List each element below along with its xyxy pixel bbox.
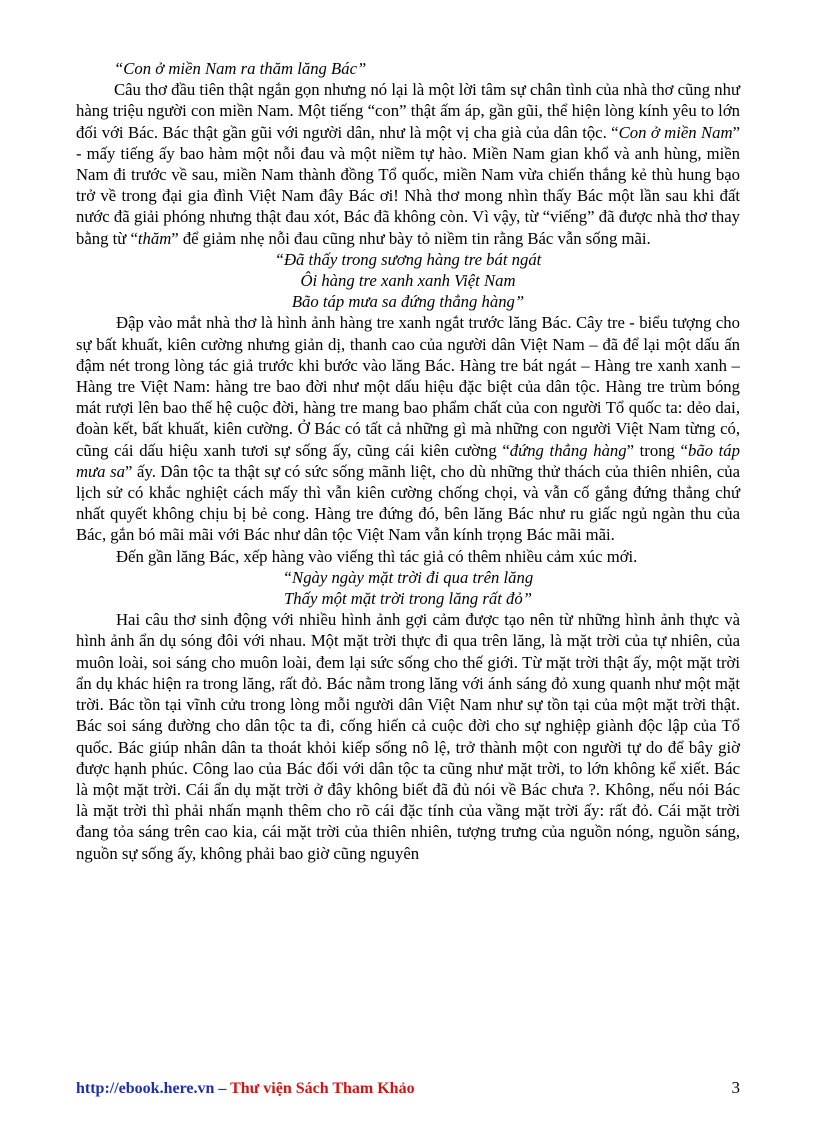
text-run: Đập vào mắt nhà thơ là hình ảnh hàng tre xanh ngắt trước lăng Bác. Cây tre - biểu tượng cho sự bất khuất, kiên cường nhưng giản dị, thanh cao của người dân Việt Nam – đã để lại một dấu ấn đậm nét trong lòng tác giả trước khi bước vào lăng Bác. Hàng tre bát ngát – Hàng tre xanh xanh – Hàng tre Việt Nam: hàng tre bao đời như một dấu hiệu đặc biệt của dân tộc. Hàng tre trùm bóng mát rượi lên bao thế hệ cuộc đời, hàng tre mang bao phẩm chất của con người Tổ quốc ta: dẻo dai, đoàn kết, bất khuất, kiên cường. Ở Bác có tất cả những gì mà những con người Việt Nam từng có, cũng cái dấu hiệu xanh tươi sự sống ấy, cũng cái kiên cường “ [76,313,740,460]
verse-3 [76,567,740,609]
verse-line: “Con ở miền Nam ra thăm lăng Bác” [114,59,367,78]
text-run: ” trong “ [626,440,688,460]
library-name: Thư viện Sách Tham Khảo [230,1080,415,1097]
verse-1 [76,58,740,79]
emphasis: thăm [137,228,172,248]
verse-line: Bão táp mưa sa đứng thẳng hàng” [291,292,525,312]
emphasis: đứng thẳng hàng [509,440,627,460]
text-run: Câu thơ đầu tiên thật ngắn gọn nhưng nó lại là một lời tâm sự chân tình của nhà thơ cũng như hàng triệu người con miền Nam. Một tiếng “con” thật ấm áp, gần gũi, thể hiện lòng kính yêu to lớn đối với Bác. Bác thật gần gũi với người dân, như là một vị cha già của dân tộc. “ [76,80,740,142]
paragraph-4: Hai câu thơ sinh động với nhiều hình ảnh gợi cảm được tạo nên từ những hình ảnh thực và hình ảnh ẩn dụ sóng đôi với nhau. Một mặt trời thực đi qua trên lăng, là mặt trời của tự nhiên, của muôn loài, soi sáng cho muôn loài, đem lại sức sống cho thế giới. Từ mặt trời thật ấy, một mặt trời ẩn dụ khác hiện ra trong lăng, rất đỏ. Bác nằm trong lăng với ánh sáng đỏ xung quanh như một mặt trời. Bác tồn tại vĩnh cửu trong lòng mỗi người dân Việt Nam như sự tồn tại của một mặt trời thật. Bác soi sáng đường cho dân tộc ta đi, cống hiến cả cuộc đời cho sự nghiệp giành độc lập của Tổ quốc. Bác giúp nhân dân ta thoát khỏi kiếp sống nô lệ, trở thành một con người tự do để bây giờ được hạnh phúc. Công lao của Bác đối với dân tộc ta cũng như mặt trời, to lớn không kể xiết. Bác là một mặt trời. Cái ẩn dụ mặt trời ở đây không biết đã đủ nói về Bác chưa ?. Không, nếu nói Bác là mặt trời thì phải nhấn mạnh thêm cho rõ cái đặc tính của vầng mặt trời ấy: rất đỏ. Cái mặt trời đang tỏa sáng trên cao kia, cái mặt trời của thiên nhiên, tượng trưng của nguồn nóng, nguồn sáng, nguồn sự sống ấy, không phải bao giờ cũng nguyên [76,610,740,863]
page-footer [76,1078,740,1098]
emphasis: Con ở miền Nam [618,122,733,142]
verse-line: Ôi hàng tre xanh xanh Việt Nam [300,271,516,291]
text-run: ” ấy. Dân tộc ta thật sự có sức sống mãnh liệt, cho dù những thử thách của thiên nhiên, của lịch sử có khắc nghiệt cách mấy thì vẫn kiên cường chống chọi, và vẫn cố gắng đứng thẳng chứ nhất quyết không chịu bị bẻ cong. Hàng tre đứng đó, bên lăng Bác như ru giấc ngủ ngàn thu của Bác, gắn bó mãi mãi với Bác như dân tộc Việt Nam vẫn kính trọng Bác mãi mãi. [76,461,740,545]
verse-2 [76,249,740,313]
paragraph-1 [76,79,740,249]
page-number: 3 [731,1078,740,1097]
footer-source [76,1080,415,1098]
text-run: ” - mấy tiếng ấy bao hàm một nỗi đau và một niềm tự hào. Miền Nam gian khổ và anh hùng, miền Nam đi trước về sau, miền Nam thành đồng Tổ quốc, miền Nam vừa chiến thắng kẻ thù hung bạo trở về trong đại gia đình Việt Nam đây Bác ơi! Nhà thơ mong nhìn thấy Bác một lần sau khi đất nước đã giải phóng nhưng thật đau xót, Bác đã không còn. Vì vậy, từ “viếng” đã được nhà thơ thay bằng từ “ [76,122,741,248]
footer-separator: – [214,1080,231,1097]
text-run: ” để giảm nhẹ nỗi đau cũng như bày tỏ niềm tin rằng Bác vẫn sống mãi. [171,228,651,248]
emphasis: bão táp mưa sa [76,440,740,481]
verse-line: “Ngày ngày mặt trời đi qua trên lăng [282,567,534,587]
verse-line: Thấy một mặt trời trong lăng rất đỏ” [284,589,532,609]
paragraph-2 [76,312,740,545]
ebook-link[interactable]: http://ebook.here.vn [76,1080,215,1097]
paragraph-3: Đến gần lăng Bác, xếp hàng vào viếng thì tác giả có thêm nhiều cảm xúc mới. [116,546,638,566]
verse-line: “Đã thấy trong sương hàng tre bát ngát [274,249,542,269]
page-content [76,58,740,864]
